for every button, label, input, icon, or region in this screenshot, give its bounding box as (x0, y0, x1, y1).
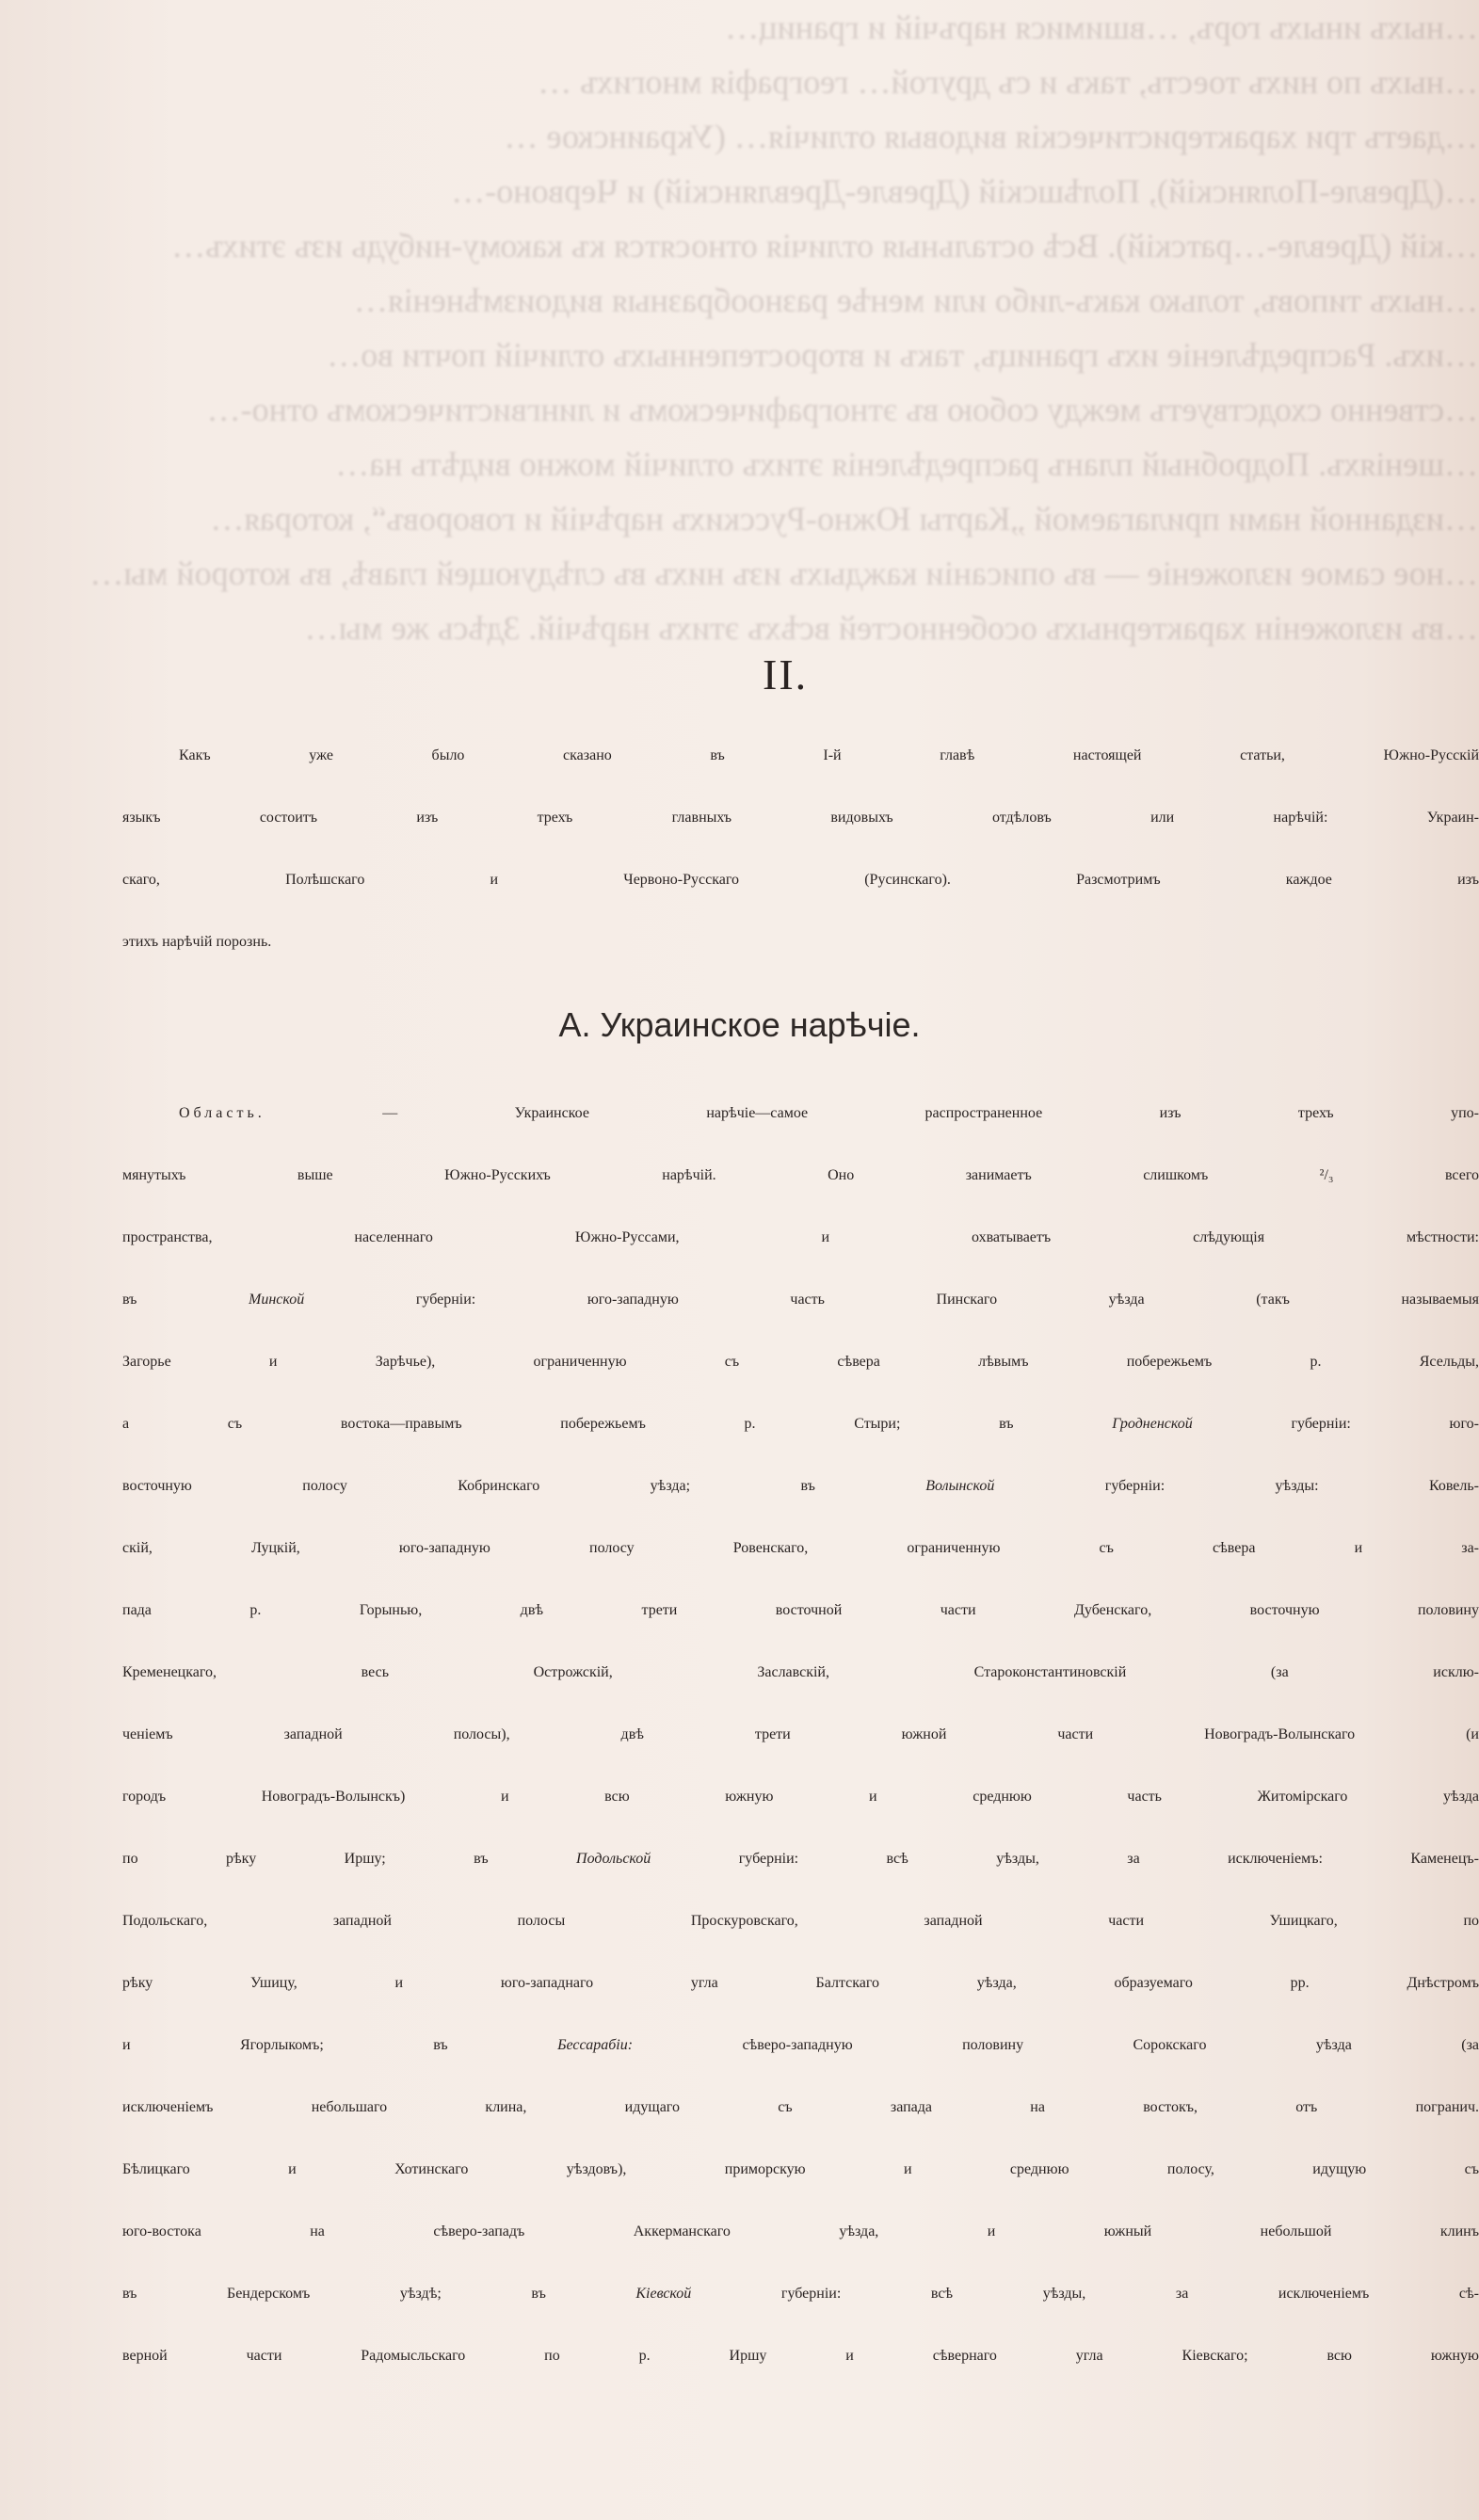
text-run: губерніи: всѣ уѣзды, за исключеніемъ сѣ- (691, 2286, 1479, 2302)
text-run: пада р. Горынью, двѣ трети восточной части Дубенскаго, восточную половину (122, 1602, 1479, 1618)
text-run: Загорье и Зарѣчье), ограниченную съ сѣвера лѣвымъ побережьемъ р. Ясельды, (122, 1354, 1479, 1370)
text-run: по рѣку Иршу; въ (122, 1851, 577, 1867)
show-through-line: …ныхъ иныхъ горъ, …вшимися наръчій и границ… (725, 8, 1478, 46)
text-run: рѣку Ушицу, и юго-западнаго угла Балтскаго уѣзда, образуемаго рр. Днѣстромъ (122, 1975, 1479, 1991)
text-line (122, 1393, 1479, 1455)
lead-word: Область. (179, 1105, 265, 1121)
text-run: исключеніемъ небольшаго клина, идущаго съ запада на востокъ, отъ погранич. (122, 2099, 1479, 2115)
text-run: — Украинское нарѣчіе—самое распространенное изъ трехъ упо- (265, 1105, 1479, 1121)
main-paragraph (122, 1083, 1479, 2387)
italic-place-name: Бессарабіи: (557, 2037, 634, 2053)
text-run: верной части Радомысльскаго по р. Иршу и сѣвернаго угла Кіевскаго; всю южную (122, 2348, 1479, 2364)
text-run: въ Бендерскомъ уѣздѣ; въ (122, 2286, 636, 2302)
text-run: городъ Новоградъ-Волынскъ) и всю южную и среднюю часть Житомірскаго уѣзда (122, 1789, 1479, 1805)
text-line (122, 1207, 1479, 1269)
text-run: Подольскаго, западной полосы Проскуровскаго, западной части Ушицкаго, по (122, 1913, 1479, 1929)
text-run: въ (122, 1292, 249, 1308)
text-run: губерніи: всѣ уѣзды, за исключеніемъ: Каменецъ- (651, 1851, 1479, 1867)
text-line (122, 2325, 1479, 2387)
text-line (122, 2014, 1479, 2077)
show-through-line: …въ изложенін характерныхъ особенностей всѣхъ этихъ нарѣчій. Здѣсь же мы… (304, 609, 1478, 647)
text-line: языкъ состоитъ изъ трехъ главныхъ видовыхъ отдѣловъ или нарѣчій: Украин- (122, 810, 1479, 826)
text-run: сѣверо-западную половину Сорокскаго уѣзда (за (633, 2037, 1479, 2053)
section-subheading: А. Украинское нарѣчіе. (558, 1005, 921, 1044)
show-through-line: …шеніяхъ. Подробный планъ распредѣленія этихъ отличій можно видѣть на… (335, 445, 1478, 483)
text-line (122, 1083, 1479, 1145)
show-through-line: …ныхъ типовъ, только какъ-либо или менѣе разнообразныя видоизмѣненія… (353, 281, 1478, 319)
text-line: этихъ нарѣчій порознь. (122, 934, 272, 950)
show-through-line: …ихъ. Распредѣленіе ихъ границъ, такъ и второстепенныхъ отличій почти во… (327, 336, 1478, 374)
text-line (122, 1331, 1479, 1393)
text-run: а съ востока—правымъ побережьемъ р. Стыри; въ (122, 1416, 1113, 1432)
show-through-line: …ныхъ по нихъ тоесть, такъ и съ другой… географія многихъ … (538, 63, 1478, 101)
text-line (122, 1517, 1479, 1580)
text-line (122, 1269, 1479, 1331)
show-through-text (89, 0, 1478, 647)
text-line (122, 1704, 1479, 1766)
text-run: и Ягорлыкомъ; въ (122, 2037, 558, 2053)
text-line (122, 1890, 1479, 1952)
text-line (122, 1455, 1479, 1517)
section-numeral: II. (763, 650, 809, 698)
text-run: губерніи: юго-западную часть Пинскаго уѣзда (такъ называемыя (304, 1292, 1479, 1308)
show-through-line: …изданной нами прилагаемой „Карты Южно-Русскихъ нарѣчій и говоровъ“, которая… (210, 500, 1478, 538)
text-line: скаго, Полѣшскаго и Червоно-Русскаго (Русинскаго). Разсмотримъ каждое изъ (122, 872, 1479, 888)
italic-place-name: Кіевской (635, 2286, 692, 2302)
text-run: восточную полосу Кобринскаго уѣзда; въ (122, 1478, 926, 1494)
text-run: Кременецкаго, весь Острожскій, Заславскій, Староконстантиновскій (за исклю- (122, 1664, 1479, 1680)
text-line (122, 1952, 1479, 2014)
show-through-line: …ственно сходствуетъ между собою въ этнографическомъ и лингвистическомъ отно-… (206, 391, 1478, 428)
intro-paragraph (122, 725, 1479, 973)
text-run: Бѣлицкаго и Хотинскаго уѣздовъ), приморскую и среднюю полосу, идущую съ (122, 2161, 1479, 2177)
show-through-line: …кій (Древле-…ратскій). Всѣ остальныя отличія относятся къ какому-нибудь изъ этихъ… (171, 227, 1478, 265)
text-line: Какъ уже было сказано въ I-й главѣ настоящей статьи, Южно-Русскій (179, 747, 1479, 763)
show-through-line: …ное самое изложеніе — въ описаніи каждыхъ изъ нихъ въ слѣдующей главѣ, въ которой мы… (89, 554, 1478, 592)
show-through-line: …даетъ три характеристическія видовыя отличія… (Украинское … (504, 118, 1478, 155)
text-line (122, 1642, 1479, 1704)
text-run: ченіемъ западной полосы), двѣ трети южной части Новоградъ-Волынскаго (и (122, 1726, 1479, 1742)
text-run: губерніи: уѣзды: Ковель- (994, 1478, 1479, 1494)
italic-place-name: Подольской (576, 1851, 651, 1867)
text-line (122, 2201, 1479, 2263)
text-line (122, 2077, 1479, 2139)
text-run: юго-востока на сѣверо-западъ Аккерманскаго уѣзда, и южный небольшой клинъ (122, 2223, 1479, 2239)
text-run: скій, Луцкій, юго-западную полосу Ровенскаго, ограниченную съ сѣвера и за- (122, 1540, 1479, 1556)
italic-place-name: Гродненской (1112, 1416, 1193, 1432)
italic-place-name: Волынской (925, 1478, 995, 1494)
text-line (122, 2263, 1479, 2325)
text-line (122, 1145, 1479, 1207)
italic-place-name: Минской (249, 1292, 305, 1308)
text-line (122, 1766, 1479, 1828)
text-run: пространства, населеннаго Южно-Руссами, и охватываетъ слѣдующія мѣстности: (122, 1229, 1479, 1245)
text-line (122, 1580, 1479, 1642)
text-run: мянутыхъ выше Южно-Русскихъ нарѣчій. Оно занимаетъ слишкомъ ²/₃ всего (122, 1167, 1479, 1183)
show-through-line: …(Древле-Полянскій), Полѣшскій (Древле-Древлянскій) и Червоно-… (451, 172, 1478, 210)
text-line (122, 2139, 1479, 2201)
text-line (122, 1828, 1479, 1890)
text-run: губерніи: юго- (1192, 1416, 1479, 1432)
